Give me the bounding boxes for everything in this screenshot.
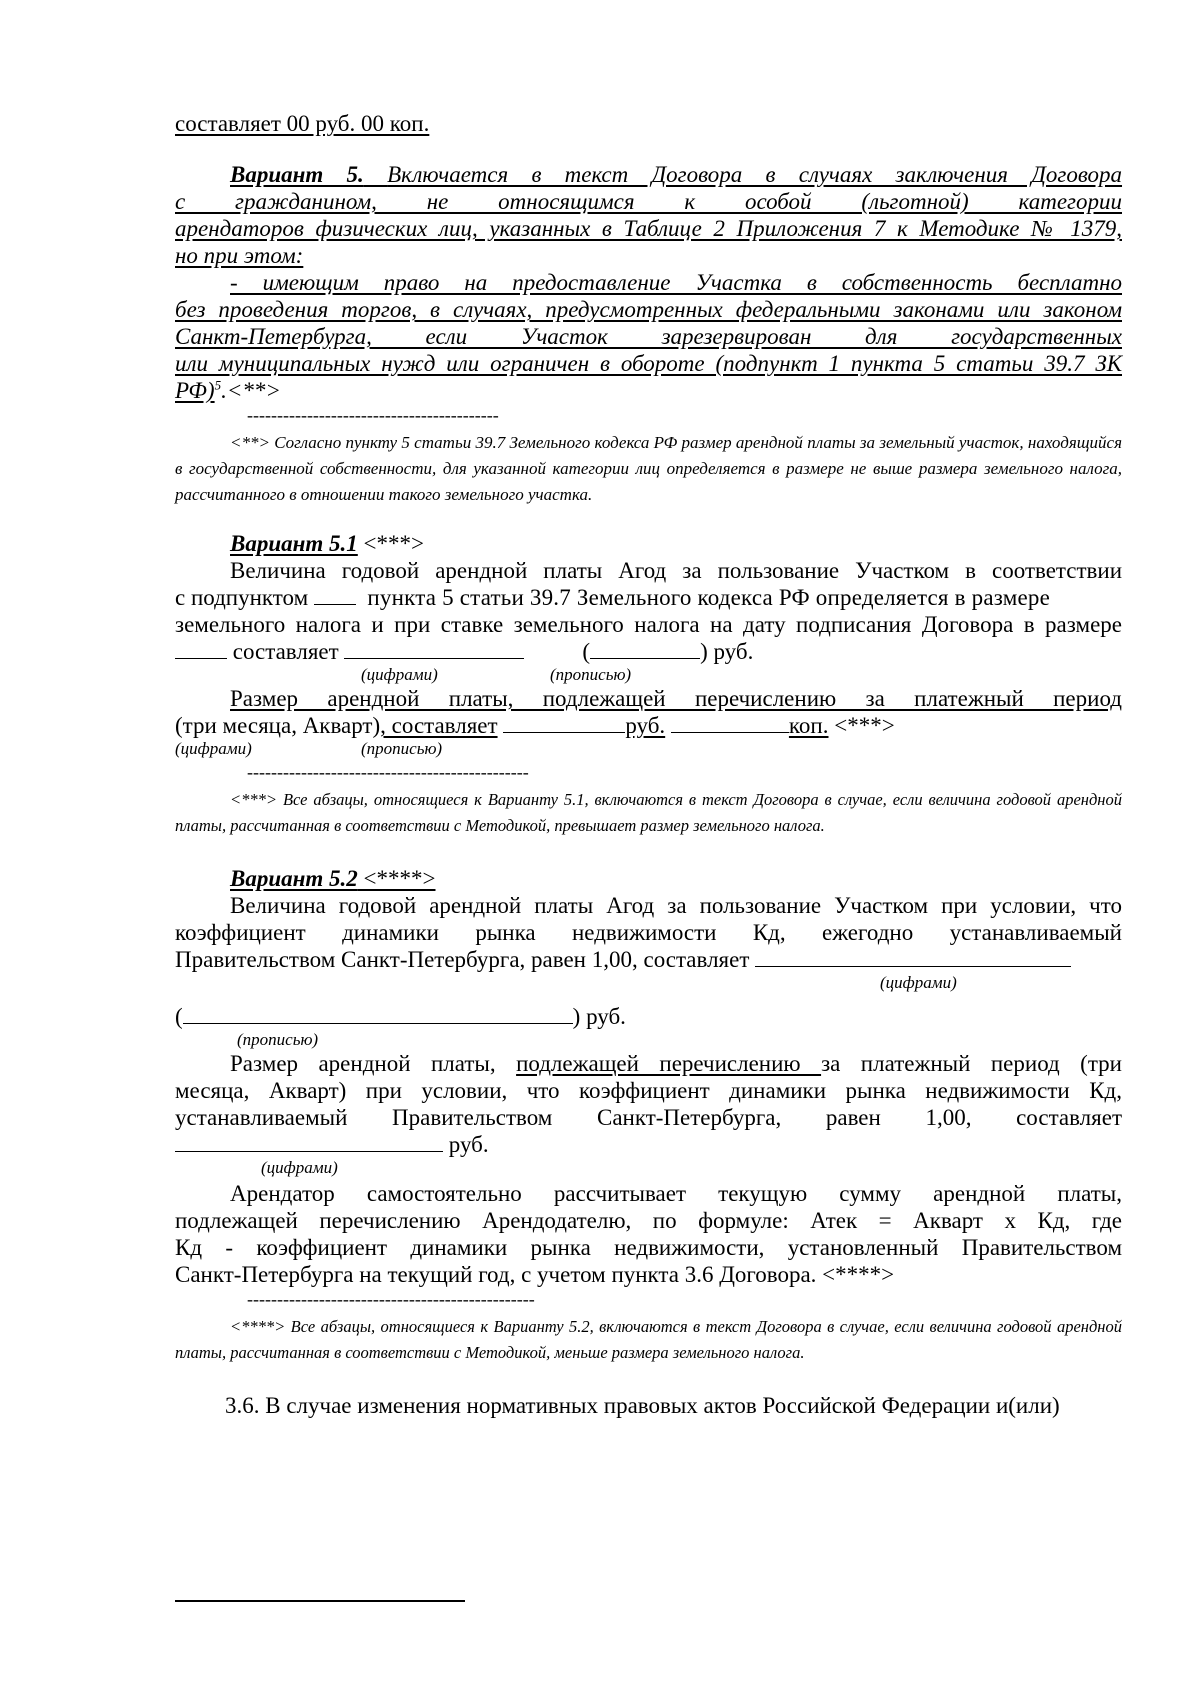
v5-intro-line-2: с гражданином, не относящимся к особой (льготной) категории xyxy=(175,189,1122,214)
v51-p1-line-4: составляет ( ) руб. xyxy=(175,638,1122,665)
v52-p1-line-1: Величина годовой арендной платы Агод за пользование Участком при условии, что xyxy=(230,893,1122,918)
v51-captions-2: (цифрами) (прописью) xyxy=(175,739,443,758)
v52-p1-line-4: ( ) руб. xyxy=(175,1004,626,1029)
v52-captions-2: (прописью) xyxy=(237,1030,319,1049)
v52-note: <****> Все абзацы, относящиеся к Варианту 5.2, включаются в текст Договора в случае, если величина годовой арендной платы, рассчитанная в соответствии с Методикой, меньше размера земельного налога. xyxy=(175,1317,1122,1362)
v5-cond-line-5: РФ)$^5$.<**> xyxy=(175,377,281,403)
v52-heading: Вариант 5.2 xyxy=(230,866,358,891)
v51-p1-line-3: земельного налога и при ставке земельного налога на дату подписания Договора в размере xyxy=(175,612,1122,637)
variant-5-1 xyxy=(175,530,1122,839)
v5-heading: Вариант 5. xyxy=(230,162,364,187)
v5-cond-line-1: - имеющим право на предоставление Участка в собственность бесплатно xyxy=(230,270,1122,295)
v52-p2-line-3: устанавливаемый Правительством Санкт-Петербурга, равен 1,00, составляет xyxy=(175,1105,1122,1130)
v5-cond-line-4: или муниципальных нужд или ограничен в обороте (подпункт 1 пункта 5 статьи 39.7 ЗК xyxy=(175,351,1122,376)
v51-heading: Вариант 5.1 xyxy=(230,531,358,556)
v52-p3-line-1: Арендатор самостоятельно рассчитывает текущую сумму арендной платы, xyxy=(230,1181,1122,1206)
blank-rate[interactable] xyxy=(175,638,227,659)
v52-p3-line-4: Санкт-Петербурга на текущий год, с учетом пункта 3.6 Договора. <****> xyxy=(175,1262,895,1287)
v52-p1-line-3: Правительством Санкт-Петербурга, равен 1,00, составляет xyxy=(175,946,1122,973)
v5-separator: ------------------------------------------ xyxy=(247,405,499,425)
v52-p2-line-2: месяца, Акварт) при условии, что коэффициент динамики рынка недвижимости Кд, xyxy=(175,1078,1122,1103)
document-page xyxy=(175,110,1122,1419)
blank-amount-digits[interactable] xyxy=(344,638,524,659)
v51-note: <***> Все абзацы, относящиеся к Варианту 5.1, включаются в текст Договора в случае, если величина годовой арендной платы, рассчитанная в соответствии с Методикой, превышает размер земельного налога. xyxy=(175,790,1122,835)
blank-period-rub[interactable] xyxy=(503,712,625,733)
v5-intro-line-4: но при этом: xyxy=(175,243,304,268)
v51-p1-line-2: с подпунктом пункта 5 статьи 39.7 Земельного кодекса РФ определяется в размере xyxy=(175,585,1051,610)
variant-5 xyxy=(175,161,1122,508)
blank-subpoint[interactable] xyxy=(314,584,356,605)
v5-cond-line-2: без проведения торгов, в случаях, предусмотренных федеральными законами или законом xyxy=(175,297,1122,322)
clause-3-6: 3.6. В случае изменения нормативных правовых актов Российской Федерации и(или) xyxy=(225,1393,1060,1418)
top-line: составляет 00 руб. 00 коп. xyxy=(175,111,430,136)
caption-words: (прописью) xyxy=(550,665,632,684)
blank-annual-digits[interactable] xyxy=(755,946,1071,967)
v51-p2-line-2: (три месяца, Акварт), составляет руб. коп. <***> xyxy=(175,713,895,738)
v52-p3-line-2: подлежащей перечислению Арендодателю, по формуле: Атек = Акварт х Кд, где xyxy=(175,1208,1122,1233)
v51-separator: ----------------------------------------------- xyxy=(247,762,529,782)
v52-p2-line-4: руб. xyxy=(175,1131,1122,1158)
v5-cond-line-3: Санкт-Петербурга, если Участок зарезервирован для государственных xyxy=(175,324,1122,349)
blank-annual-words[interactable] xyxy=(183,1003,573,1024)
v51-captions xyxy=(175,665,1122,685)
v52-heading-line: Вариант 5.2 <****> xyxy=(230,866,436,891)
blank-amount-words[interactable] xyxy=(590,638,700,659)
v5-intro-line-3: арендаторов физических лиц, указанных в Таблице 2 Приложения 7 к Методике № 1379, xyxy=(175,216,1122,241)
footnote-ref: 5 xyxy=(214,377,222,393)
v52-captions: (цифрами) xyxy=(880,973,957,992)
blank-period-digits[interactable] xyxy=(175,1131,443,1152)
v52-separator: ------------------------------------------------ xyxy=(247,1289,535,1309)
v52-captions-3: (цифрами) xyxy=(261,1158,338,1177)
variant-5-2 xyxy=(175,865,1122,1366)
footnote-separator xyxy=(175,1600,465,1602)
v52-p1-line-2: коэффициент динамики рынка недвижимости Кд, ежегодно устанавливаемый xyxy=(175,920,1122,945)
v52-p3-line-3: Кд - коэффициент динамики рынка недвижимости, установленный Правительством xyxy=(175,1235,1122,1260)
v51-heading-line: Вариант 5.1 <***> xyxy=(230,531,424,556)
v5-note: <**> Согласно пункту 5 статьи 39.7 Земельного кодекса РФ размер арендной платы за земельный участок, находящийся в государственной собственности, для указанной категории лиц определяется в размере не выше размера земельного налога, рассчитанного в отношении такого земельного участка. xyxy=(175,433,1122,504)
v51-p1-line-1: Величина годовой арендной платы Агод за пользование Участком в соответствии xyxy=(230,558,1122,583)
v5-intro-line-1: Вариант 5. Включается в текст Договора в случаях заключения Договора xyxy=(230,162,1123,187)
caption-digits: (цифрами) xyxy=(361,665,438,684)
blank-period-kop[interactable] xyxy=(671,712,789,733)
v52-p2-line-1: Размер арендной платы, подлежащей перечислению за платежный период (три xyxy=(230,1051,1122,1076)
v51-p2-line-1: Размер арендной платы, подлежащей перечислению за платежный период xyxy=(230,686,1122,711)
